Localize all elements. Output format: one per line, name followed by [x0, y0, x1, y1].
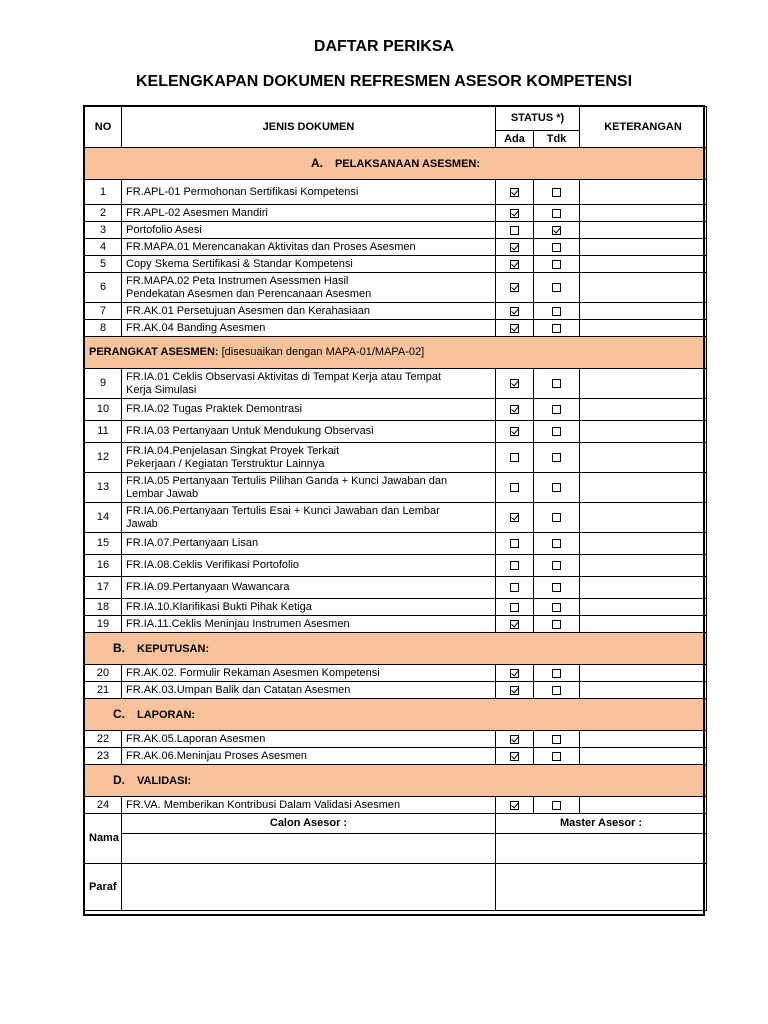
- status-ada-cell: [496, 731, 534, 748]
- status-ada-cell: [496, 577, 534, 599]
- row-number: 13: [85, 473, 122, 503]
- status-tdk-cell: [534, 239, 580, 256]
- section-label: PELAKSANAAN ASESMEN:: [334, 157, 481, 170]
- checked-box-icon[interactable]: [510, 283, 519, 292]
- footer-master-asesor: Master Asesor :: [496, 814, 707, 834]
- checked-box-icon[interactable]: [510, 752, 519, 761]
- keterangan-cell[interactable]: [580, 320, 707, 337]
- section-letter: C.: [113, 706, 125, 721]
- row-number: 9: [85, 369, 122, 399]
- checked-box-icon[interactable]: [510, 669, 519, 678]
- status-tdk-cell: [534, 599, 580, 616]
- status-tdk-cell: [534, 748, 580, 765]
- keterangan-cell[interactable]: [580, 421, 707, 443]
- status-tdk-cell: [534, 665, 580, 682]
- section-note: [disesuaikan dengan MAPA-01/MAPA-02]: [221, 346, 425, 358]
- row-number: 15: [85, 533, 122, 555]
- checked-box-icon[interactable]: [510, 324, 519, 333]
- status-tdk-cell: [534, 473, 580, 503]
- document-name: Portofolio Asesi: [122, 222, 496, 239]
- status-tdk-cell: [534, 731, 580, 748]
- table-row: [85, 303, 707, 320]
- unchecked-box-icon[interactable]: [510, 483, 519, 492]
- document-name: FR.IA.11.Ceklis Meninjau Instrumen Asesmen: [122, 616, 496, 633]
- status-ada-cell: [496, 748, 534, 765]
- status-ada-cell: [496, 797, 534, 814]
- checked-box-icon[interactable]: [510, 188, 519, 197]
- status-ada-cell: [496, 599, 534, 616]
- checked-box-icon[interactable]: [552, 226, 561, 235]
- keterangan-cell[interactable]: [580, 273, 707, 303]
- table-row: [85, 616, 707, 633]
- keterangan-cell[interactable]: [580, 797, 707, 814]
- keterangan-cell[interactable]: [580, 555, 707, 577]
- unchecked-box-icon[interactable]: [510, 603, 519, 612]
- footer-paraf-label: Paraf: [85, 864, 122, 911]
- checklist-table: [84, 106, 707, 911]
- status-tdk-cell: [534, 503, 580, 533]
- unchecked-box-icon[interactable]: [552, 801, 561, 810]
- table-row: [85, 797, 707, 814]
- row-number: 18: [85, 599, 122, 616]
- status-tdk-cell: [534, 273, 580, 303]
- row-number: 20: [85, 665, 122, 682]
- table-row: [85, 443, 707, 473]
- section-label: LAPORAN:: [137, 708, 196, 721]
- unchecked-box-icon[interactable]: [552, 686, 561, 695]
- status-tdk-cell: [534, 320, 580, 337]
- unchecked-box-icon[interactable]: [510, 539, 519, 548]
- row-number: 22: [85, 731, 122, 748]
- section-letter: B.: [113, 640, 125, 655]
- status-tdk-cell: [534, 369, 580, 399]
- table-row: [85, 503, 707, 533]
- keterangan-cell[interactable]: [580, 443, 707, 473]
- footer-nama-label: Nama: [85, 814, 122, 864]
- status-tdk-cell: [534, 222, 580, 239]
- status-ada-cell: [496, 421, 534, 443]
- unchecked-box-icon[interactable]: [552, 513, 561, 522]
- document-name: FR.IA.04.Penjelasan Singkat Proyek Terkait Pekerjaan / Kegiatan Terstruktur Lainnya: [122, 443, 496, 473]
- keterangan-cell[interactable]: [580, 239, 707, 256]
- unchecked-box-icon[interactable]: [552, 453, 561, 462]
- table-row: [85, 577, 707, 599]
- unchecked-box-icon[interactable]: [552, 735, 561, 744]
- keterangan-cell[interactable]: [580, 399, 707, 421]
- table-row: [85, 273, 707, 303]
- unchecked-box-icon[interactable]: [552, 209, 561, 218]
- table-row: [85, 239, 707, 256]
- document-name: FR.AK.02. Formulir Rekaman Asesmen Kompetensi: [122, 665, 496, 682]
- header-ada: Ada: [496, 131, 534, 148]
- unchecked-box-icon[interactable]: [552, 752, 561, 761]
- unchecked-box-icon[interactable]: [552, 307, 561, 316]
- unchecked-box-icon[interactable]: [552, 603, 561, 612]
- footer-paraf-calon-field[interactable]: [122, 864, 496, 911]
- document-name: FR.IA.08.Ceklis Verifikasi Portofolio: [122, 555, 496, 577]
- checked-box-icon[interactable]: [510, 735, 519, 744]
- status-tdk-cell: [534, 443, 580, 473]
- section-row: [85, 337, 707, 369]
- document-name: FR.VA. Memberikan Kontribusi Dalam Validasi Asesmen: [122, 797, 496, 814]
- section-row: [85, 633, 707, 665]
- unchecked-box-icon[interactable]: [510, 226, 519, 235]
- table-row: [85, 682, 707, 699]
- row-number: 17: [85, 577, 122, 599]
- keterangan-cell[interactable]: [580, 748, 707, 765]
- section-header: [85, 337, 707, 369]
- table-row: [85, 665, 707, 682]
- table-row: [85, 731, 707, 748]
- keterangan-cell[interactable]: [580, 599, 707, 616]
- checked-box-icon[interactable]: [510, 307, 519, 316]
- keterangan-cell[interactable]: [580, 665, 707, 682]
- header-keterangan: KETERANGAN: [580, 107, 707, 148]
- section-header: [85, 148, 707, 180]
- document-name: FR.AK.03.Umpan Balik dan Catatan Asesmen: [122, 682, 496, 699]
- row-number: 8: [85, 320, 122, 337]
- unchecked-box-icon[interactable]: [510, 453, 519, 462]
- document-name: FR.APL-02 Asesmen Mandiri: [122, 205, 496, 222]
- keterangan-cell[interactable]: [580, 369, 707, 399]
- status-tdk-cell: [534, 555, 580, 577]
- table-row: [85, 256, 707, 273]
- keterangan-cell[interactable]: [580, 473, 707, 503]
- table-row: [85, 599, 707, 616]
- checked-box-icon[interactable]: [510, 427, 519, 436]
- section-label: KEPUTUSAN:: [137, 642, 210, 655]
- status-ada-cell: [496, 222, 534, 239]
- checked-box-icon[interactable]: [510, 243, 519, 252]
- section-row: [85, 699, 707, 731]
- table-row: [85, 369, 707, 399]
- status-tdk-cell: [534, 682, 580, 699]
- row-number: 4: [85, 239, 122, 256]
- keterangan-cell[interactable]: [580, 731, 707, 748]
- keterangan-cell[interactable]: [580, 180, 707, 205]
- checked-box-icon[interactable]: [510, 513, 519, 522]
- section-letter: D.: [113, 772, 125, 787]
- document-name: FR.MAPA.02 Peta Instrumen Asessmen Hasil Pendekatan Asesmen dan Perencanaan Asesmen: [122, 273, 496, 303]
- table-row: [85, 222, 707, 239]
- unchecked-box-icon[interactable]: [552, 283, 561, 292]
- status-tdk-cell: [534, 256, 580, 273]
- status-ada-cell: [496, 616, 534, 633]
- checked-box-icon[interactable]: [510, 686, 519, 695]
- status-ada-cell: [496, 473, 534, 503]
- document-name: FR.IA.05 Pertanyaan Tertulis Pilihan Ganda + Kunci Jawaban dan Lembar Jawab: [122, 473, 496, 503]
- footer-nama-master-field[interactable]: [496, 834, 707, 864]
- checked-box-icon[interactable]: [510, 260, 519, 269]
- status-ada-cell: [496, 239, 534, 256]
- table-row: [85, 421, 707, 443]
- section-label: VALIDASI:: [137, 774, 192, 787]
- row-number: 14: [85, 503, 122, 533]
- row-number: 21: [85, 682, 122, 699]
- status-ada-cell: [496, 205, 534, 222]
- unchecked-box-icon[interactable]: [552, 260, 561, 269]
- row-number: 24: [85, 797, 122, 814]
- row-number: 2: [85, 205, 122, 222]
- unchecked-box-icon[interactable]: [510, 561, 519, 570]
- document-name: FR.APL-01 Permohonan Sertifikasi Kompetensi: [122, 180, 496, 205]
- unchecked-box-icon[interactable]: [552, 483, 561, 492]
- unchecked-box-icon[interactable]: [552, 583, 561, 592]
- table-row: [85, 205, 707, 222]
- checked-box-icon[interactable]: [510, 379, 519, 388]
- document-name: FR.IA.01 Ceklis Observasi Aktivitas di Tempat Kerja atau Tempat Kerja Simulasi: [122, 369, 496, 399]
- document-title: DAFTAR PERIKSA: [313, 38, 455, 55]
- status-ada-cell: [496, 256, 534, 273]
- status-tdk-cell: [534, 399, 580, 421]
- status-ada-cell: [496, 682, 534, 699]
- checked-box-icon[interactable]: [510, 405, 519, 414]
- status-tdk-cell: [534, 616, 580, 633]
- row-number: 12: [85, 443, 122, 473]
- document-name: FR.AK.04 Banding Asesmen: [122, 320, 496, 337]
- unchecked-box-icon[interactable]: [510, 583, 519, 592]
- status-tdk-cell: [534, 797, 580, 814]
- document-name: FR.IA.09.Pertanyaan Wawancara: [122, 577, 496, 599]
- row-number: 1: [85, 180, 122, 205]
- status-ada-cell: [496, 443, 534, 473]
- keterangan-cell[interactable]: [580, 682, 707, 699]
- document-name: Copy Skema Sertifikasi & Standar Kompetensi: [122, 256, 496, 273]
- table-row: [85, 473, 707, 503]
- status-ada-cell: [496, 555, 534, 577]
- status-tdk-cell: [534, 303, 580, 320]
- unchecked-box-icon[interactable]: [552, 669, 561, 678]
- unchecked-box-icon[interactable]: [552, 324, 561, 333]
- header-no: NO: [85, 107, 122, 148]
- row-number: 23: [85, 748, 122, 765]
- keterangan-cell[interactable]: [580, 503, 707, 533]
- row-number: 7: [85, 303, 122, 320]
- table-row: [85, 555, 707, 577]
- keterangan-cell[interactable]: [580, 577, 707, 599]
- footer-paraf-master-field[interactable]: [496, 864, 707, 911]
- document-name: FR.MAPA.01 Merencanakan Aktivitas dan Proses Asesmen: [122, 239, 496, 256]
- status-ada-cell: [496, 303, 534, 320]
- document-name: FR.IA.06.Pertanyaan Tertulis Esai + Kunci Jawaban dan Lembar Jawab: [122, 503, 496, 533]
- unchecked-box-icon[interactable]: [552, 561, 561, 570]
- row-number: 5: [85, 256, 122, 273]
- document-name: FR.AK.06.Meninjau Proses Asesmen: [122, 748, 496, 765]
- section-header: [85, 633, 707, 665]
- keterangan-cell[interactable]: [580, 616, 707, 633]
- section-row: [85, 148, 707, 180]
- status-ada-cell: [496, 180, 534, 205]
- table-row: [85, 180, 707, 205]
- keterangan-cell[interactable]: [580, 205, 707, 222]
- checked-box-icon[interactable]: [510, 209, 519, 218]
- status-ada-cell: [496, 273, 534, 303]
- status-ada-cell: [496, 665, 534, 682]
- table-row: [85, 399, 707, 421]
- table-row: [85, 320, 707, 337]
- unchecked-box-icon[interactable]: [552, 188, 561, 197]
- section-header: [85, 699, 707, 731]
- unchecked-box-icon[interactable]: [552, 405, 561, 414]
- document-name: FR.IA.02 Tugas Praktek Demontrasi: [122, 399, 496, 421]
- unchecked-box-icon[interactable]: [552, 243, 561, 252]
- checked-box-icon[interactable]: [510, 801, 519, 810]
- section-row: [85, 765, 707, 797]
- footer-calon-asesor: Calon Asesor :: [122, 814, 496, 834]
- row-number: 6: [85, 273, 122, 303]
- table-row: [85, 748, 707, 765]
- status-tdk-cell: [534, 533, 580, 555]
- status-ada-cell: [496, 533, 534, 555]
- document-subtitle: KELENGKAPAN DOKUMEN REFRESMEN ASESOR KOMPETENSI: [135, 73, 633, 90]
- document-name: FR.IA.10.Klarifikasi Bukti Pihak Ketiga: [122, 599, 496, 616]
- keterangan-cell[interactable]: [580, 303, 707, 320]
- row-number: 3: [85, 222, 122, 239]
- header-status: STATUS *): [496, 107, 580, 131]
- keterangan-cell[interactable]: [580, 256, 707, 273]
- document-name: FR.IA.03 Pertanyaan Untuk Mendukung Observasi: [122, 421, 496, 443]
- row-number: 19: [85, 616, 122, 633]
- status-ada-cell: [496, 369, 534, 399]
- document-name: FR.IA.07.Pertanyaan Lisan: [122, 533, 496, 555]
- section-header: [85, 765, 707, 797]
- header-tdk: Tdk: [534, 131, 580, 148]
- unchecked-box-icon[interactable]: [552, 620, 561, 629]
- header-jenis-dokumen: JENIS DOKUMEN: [122, 107, 496, 148]
- status-ada-cell: [496, 320, 534, 337]
- status-tdk-cell: [534, 577, 580, 599]
- keterangan-cell[interactable]: [580, 533, 707, 555]
- status-tdk-cell: [534, 205, 580, 222]
- document-name: FR.AK.05.Laporan Asesmen: [122, 731, 496, 748]
- unchecked-box-icon[interactable]: [552, 379, 561, 388]
- footer-nama-calon-field[interactable]: [122, 834, 496, 864]
- unchecked-box-icon[interactable]: [552, 539, 561, 548]
- row-number: 16: [85, 555, 122, 577]
- status-ada-cell: [496, 399, 534, 421]
- status-tdk-cell: [534, 180, 580, 205]
- section-letter: A.: [310, 155, 323, 170]
- row-number: 11: [85, 421, 122, 443]
- section-label: PERANGKAT ASESMEN:: [89, 346, 219, 358]
- checked-box-icon[interactable]: [510, 620, 519, 629]
- row-number: 10: [85, 399, 122, 421]
- document-name: FR.AK.01 Persetujuan Asesmen dan Kerahasiaan: [122, 303, 496, 320]
- status-tdk-cell: [534, 421, 580, 443]
- status-ada-cell: [496, 503, 534, 533]
- keterangan-cell[interactable]: [580, 222, 707, 239]
- unchecked-box-icon[interactable]: [552, 427, 561, 436]
- table-row: [85, 533, 707, 555]
